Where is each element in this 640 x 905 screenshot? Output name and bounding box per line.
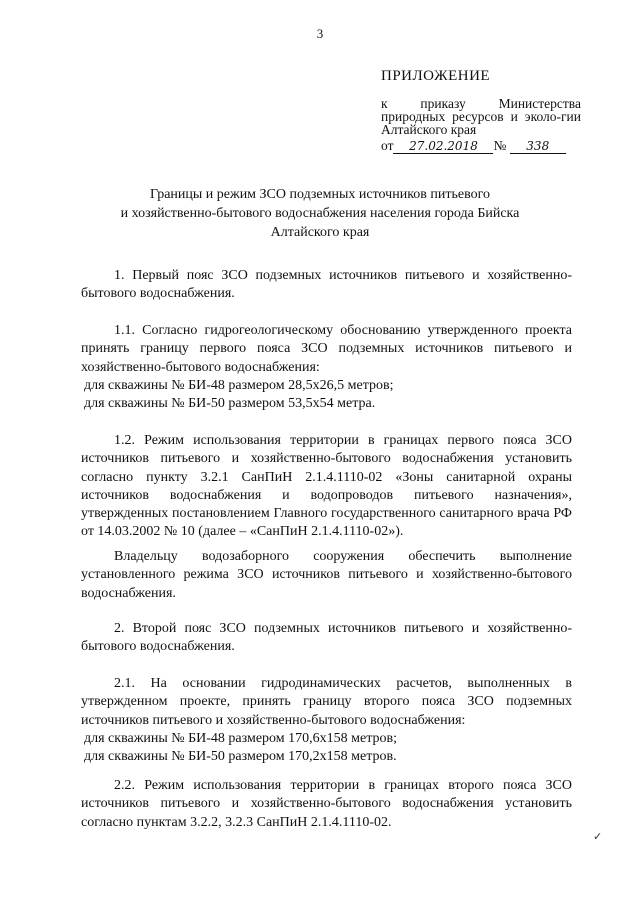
document-title-line: Алтайского края [270, 225, 370, 240]
section-1-2: 1.2. Режим использования территории в границах первого пояса ЗСО источников питьевого и хозяйственно-бытового водоснабжения установить согласно пункту 3.2.1 СанПиН 2.1.4.1110-02 «Зоны санитарной охраны источников водоснабжения и водопроводов питьевого назначения», утвержденных постановлением Главного государственного санитарного врача РФ от 14.03.2002 № 10 (далее – «СанПиН 2.1.4.1110-02»). [81, 433, 572, 540]
section-1-1-text: 1.1. Согласно гидрогеологическому обоснованию утвержденного проекта принять границу первого пояса ЗСО подземных источников питьевого и хозяйственно-бытового водоснабжения: [81, 323, 572, 375]
well-bi48-size-1: для скважины № БИ-48 размером 28,5x26,5 метров; [84, 377, 394, 393]
section-2-2: 2.2. Режим использования территории в границах второго пояса ЗСО источников питьевого и хозяйственно-бытового водоснабжения установить согласно пунктам 3.2.2, 3.2.3 СанПиН 2.1.4.1110-02. [81, 778, 572, 830]
section-2-1 [81, 675, 572, 766]
owner-obligation: Владельцу водозаборного сооружения обеспечить выполнение установленного режима ЗСО источников питьевого и хозяйственно-бытового водоснабжения. [81, 549, 572, 601]
well-bi50-size-1: для скважины № БИ-50 размером 53,5x54 метра. [84, 396, 376, 412]
handwritten-number: 338 [510, 140, 566, 154]
appendix-reference: к приказу Министерства природных ресурсов и эколо-гии Алтайского края [381, 96, 581, 137]
section-2-heading: 2. Второй пояс ЗСО подземных источников питьевого и хозяйственно-бытового водоснабжения. [81, 621, 572, 655]
number-prefix: № [493, 138, 507, 153]
section-1-heading: 1. Первый пояс ЗСО подземных источников питьевого и хозяйственно-бытового водоснабжения. [81, 268, 572, 302]
date-prefix: от [381, 138, 394, 153]
section-2-1-text: 2.1. На основании гидродинамических расчетов, выполненных в утвержденном проекте, принять границу второго пояса ЗСО подземных источников питьевого и хозяйственно-бытового водоснабжения: [81, 676, 572, 728]
document-title [60, 185, 580, 242]
appendix-date-line [381, 139, 581, 154]
page-number: 3 [316, 26, 324, 41]
appendix-title: ПРИЛОЖЕНИЕ [381, 68, 491, 84]
margin-check-mark: ✓ [593, 831, 603, 843]
document-title-line: и хозяйственно-бытового водоснабжения населения города Бийска [120, 206, 520, 221]
well-bi50-size-2: для скважины № БИ-50 размером 170,2x158 метров. [84, 749, 397, 765]
section-1-1 [81, 322, 572, 413]
handwritten-date: 27.02.2018 [393, 140, 493, 154]
well-bi48-size-2: для скважины № БИ-48 размером 170,6x158 метров; [84, 730, 398, 746]
document-title-line: Границы и режим ЗСО подземных источников питьевого [150, 187, 490, 202]
